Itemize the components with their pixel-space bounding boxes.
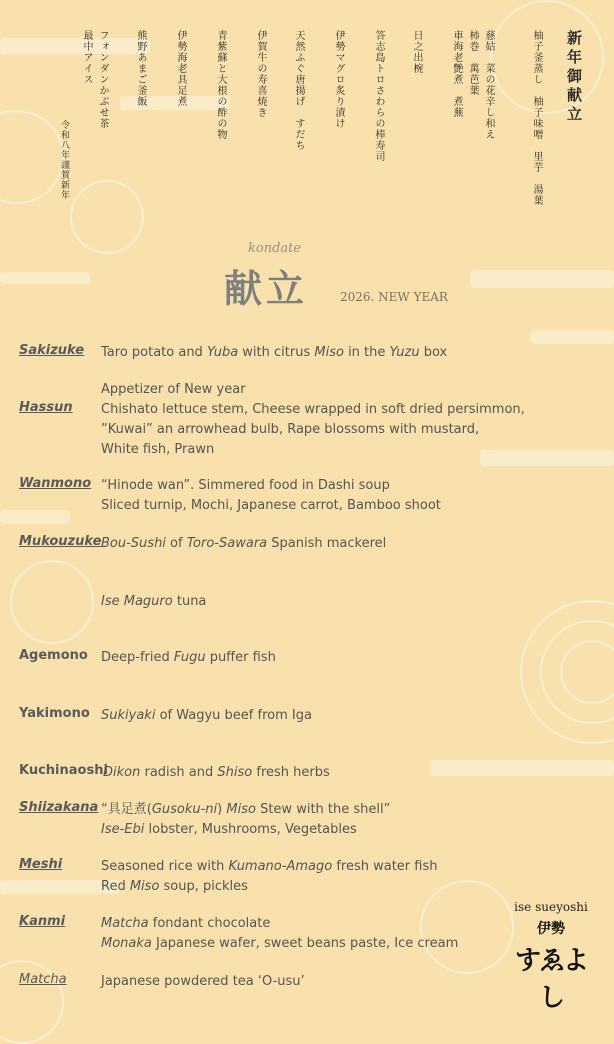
course-description-line <box>101 934 458 954</box>
description-segment: Japanese powdered tea ‘O-usu’ <box>101 974 305 989</box>
course-description-line <box>101 972 305 992</box>
course-description-line <box>101 914 458 934</box>
vertical-menu-item: 伊勢海老具足煮 <box>175 30 186 107</box>
course-description-line <box>101 592 206 612</box>
vertical-menu-item: 慈姑 菜の花辛し和え <box>483 30 494 140</box>
description-segment: Seasoned rice with <box>101 859 229 874</box>
course-description-line <box>101 400 525 420</box>
description-segment: Miso <box>314 345 344 360</box>
course-description <box>101 706 312 726</box>
restaurant-logo <box>506 900 596 1014</box>
description-segment: Japanese wafer, sweet beans paste, Ice cream <box>151 936 459 951</box>
course-description-line <box>101 420 525 440</box>
description-segment: Chishato lettuce stem, Cheese wrapped in soft dried persimmon, <box>101 402 525 417</box>
description-segment: Sukiyaki <box>101 708 156 723</box>
vertical-menu-item: 熊野あまご釜飯 <box>135 30 146 107</box>
course-label: Agemono <box>19 648 88 663</box>
course-label: Mukouzuke <box>19 534 102 549</box>
vertical-menu-date: 令和八年謹賀新年 <box>59 120 69 200</box>
description-segment: lobster, Mushrooms, Vegetables <box>144 822 357 837</box>
course-description <box>101 648 276 668</box>
course-label: Yakimono <box>19 706 90 721</box>
description-segment: Spanish mackerel <box>267 536 387 551</box>
course-label: Kanmi <box>19 914 66 929</box>
course-description-line <box>101 706 312 726</box>
logo-jp-large: すゑよし <box>514 946 587 1013</box>
description-segment: ”Kuwai” an arrowhead bulb, Rape blossoms with mustard, <box>101 422 480 437</box>
description-segment: “具足煮( <box>101 802 152 817</box>
course-label: Kuchinaoshi <box>19 763 108 778</box>
description-segment: in the <box>343 345 390 360</box>
course-label: Sakizuke <box>19 343 85 358</box>
description-segment: fresh herbs <box>252 765 330 780</box>
course-description <box>101 343 447 363</box>
course-description-line <box>101 820 390 840</box>
course-description-line <box>101 534 386 554</box>
description-segment: Ise Maguro <box>101 594 173 609</box>
vertical-menu-item: 伊勢マグロ炙り漬け <box>333 30 344 129</box>
course-label: Wanmono <box>19 476 92 491</box>
vertical-japanese-menu <box>40 30 584 220</box>
kondate-romaji: kondate <box>248 241 302 256</box>
description-segment: Shiso <box>217 765 253 780</box>
description-segment: fresh water fish <box>332 859 438 874</box>
description-segment: Toro-Sawara <box>186 536 268 551</box>
course-description <box>101 914 458 954</box>
description-segment: tuna <box>172 594 207 609</box>
vertical-menu-item: フォンダンかぶせ茶 <box>97 30 108 129</box>
course-description <box>101 534 386 554</box>
logo-jp-small: 伊勢 <box>537 921 565 937</box>
course-label: Meshi <box>19 857 63 872</box>
description-segment: Red <box>101 879 130 894</box>
course-description-line <box>101 476 441 496</box>
course-description <box>101 380 525 460</box>
course-description-line <box>101 877 437 897</box>
description-segment: puffer fish <box>205 650 276 665</box>
vertical-menu-title: 新年御献立 <box>565 30 583 125</box>
description-segment: Taro potato and <box>101 345 207 360</box>
course-description-line <box>101 800 390 820</box>
course-description-line <box>101 380 525 400</box>
course-label: Hassun <box>19 400 73 415</box>
description-segment: Matcha <box>101 916 149 931</box>
description-segment: Ise-Ebi <box>101 822 145 837</box>
kondate-kanji: 献立 <box>224 266 309 311</box>
course-description <box>101 972 305 992</box>
description-segment: fondant chocolate <box>148 916 271 931</box>
description-segment: Yuba <box>206 345 239 360</box>
description-segment: Gusoku-ni <box>151 802 218 817</box>
description-segment: Stew with the shell” <box>255 802 391 817</box>
course-label: Matcha <box>19 972 67 987</box>
vertical-menu-item: 柿巻 萬芭葉 <box>467 30 478 96</box>
description-segment: Yuzu <box>389 345 420 360</box>
description-segment: radish and <box>140 765 218 780</box>
vertical-menu-item: 日之出椀 <box>411 30 422 74</box>
vertical-menu-item: 伊賀牛の寿喜焼き <box>255 30 266 118</box>
description-segment: Appetizer of New year <box>101 382 246 397</box>
description-segment: Deep-fried <box>101 650 174 665</box>
description-segment: ) <box>217 802 227 817</box>
course-description <box>101 857 437 897</box>
description-segment: of <box>165 536 187 551</box>
course-description-line <box>101 857 437 877</box>
description-segment: Kumano-Amago <box>228 859 333 874</box>
description-segment: Miso <box>129 879 160 894</box>
logo-english: ise sueyoshi <box>514 900 588 914</box>
description-segment: box <box>419 345 448 360</box>
vertical-menu-item: 車海老艶煮 煮蕪 <box>451 30 462 118</box>
course-description-line <box>101 496 441 516</box>
vertical-menu-item: 最中アイス <box>81 30 92 85</box>
course-description <box>103 763 330 783</box>
course-description-line <box>103 763 330 783</box>
vertical-menu-item: 青紫蘇と大根の酢の物 <box>215 30 226 140</box>
description-segment: Bou-Sushi <box>101 536 166 551</box>
description-segment: Fugu <box>173 650 206 665</box>
course-description <box>101 592 206 612</box>
course-description-line <box>101 343 447 363</box>
vertical-menu-item: 天然ふぐ唐揚げ すだち <box>293 30 304 151</box>
description-segment: with citrus <box>238 345 315 360</box>
course-description <box>101 800 390 840</box>
course-description-line <box>101 648 276 668</box>
year-label: 2026. NEW YEAR <box>340 290 448 304</box>
description-segment: White fish, Prawn <box>101 442 215 457</box>
vertical-menu-item: 答志島トロさわらの棒寿司 <box>373 30 384 162</box>
course-description <box>101 476 441 516</box>
description-segment: Dikon <box>103 765 141 780</box>
description-segment: Miso <box>226 802 256 817</box>
course-label: Shiizakana <box>19 800 99 815</box>
description-segment: soup, pickles <box>159 879 248 894</box>
description-segment: Sliced turnip, Mochi, Japanese carrot, Bamboo shoot <box>101 498 441 513</box>
description-segment: Monaka <box>101 936 152 951</box>
description-segment: “Hinode wan”. Simmered food in Dashi soup <box>101 478 390 493</box>
course-description-line <box>101 440 525 460</box>
description-segment: of Wagyu beef from Iga <box>155 708 312 723</box>
vertical-menu-item: 柚子釜蒸し 柚子味噌 里芋 湯葉 <box>531 30 542 206</box>
